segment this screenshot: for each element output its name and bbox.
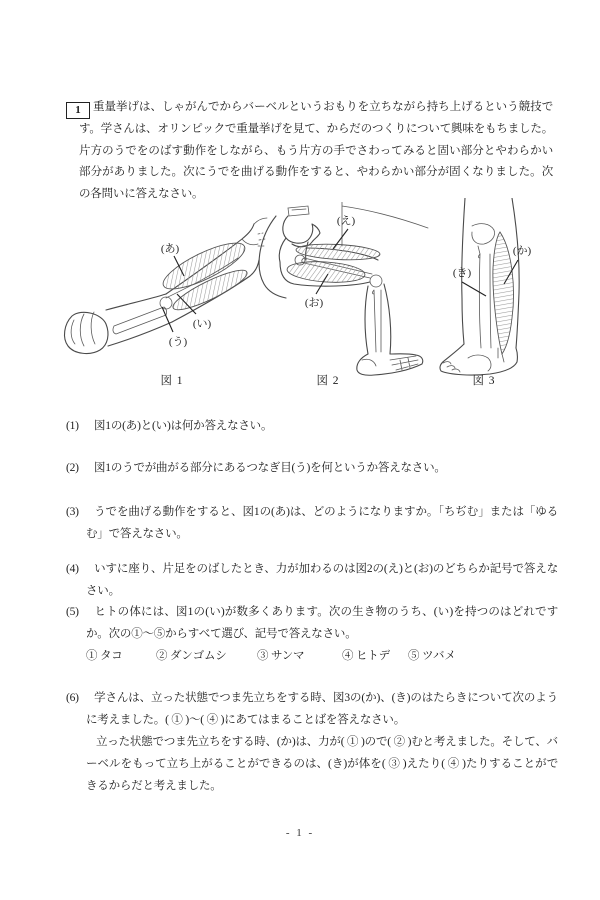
figure3-labels bbox=[453, 244, 532, 296]
question-2-text: 図1のうでが曲がる部分にあるつなぎ目(う)を何というか答えなさい。 bbox=[94, 462, 446, 474]
question-4 bbox=[66, 558, 558, 602]
option-3: ③ サンマ bbox=[257, 650, 305, 662]
question-4-text: いすに座り、片足をのばしたとき、力が加わるのは図2の(え)と(お)のどちらか記号で答えなさい。 bbox=[86, 563, 558, 597]
question-1-text: 図1の(あ)と(い)は何か答えなさい。 bbox=[94, 420, 273, 432]
problem-number-box: 1 bbox=[66, 102, 90, 119]
label-e-text: (え) bbox=[336, 215, 356, 227]
lower-leg-drawing bbox=[440, 198, 519, 375]
figure1-arm-illustration bbox=[62, 206, 268, 374]
seated-figure-drawing bbox=[259, 202, 428, 375]
problem-intro-text: 重量挙げは、しゃがんでからバーベルというおもりを立ちながら持ち上げるという競技です。学さんは、オリンピックで重量挙げを見て、からだのつくりについて興味をもちました。片方のうでをのばす動作をしながら、もう片方の手でさわってみると固い部分とやわらかい部分がありました。次にうでを曲げる動作をすると、やわらかい部分が固くなりました。次の各問いに答えなさい。 bbox=[79, 101, 553, 201]
question-3-number: (3) bbox=[66, 506, 79, 518]
label-o-text: (お) bbox=[304, 297, 324, 309]
figure1-caption: 図 1 bbox=[160, 375, 184, 387]
question-6-text: 学さんは、立った状態でつま先立ちをする時、図3の(か)、(き)のはたらきについて次のように考えました。( ① )〜( ④ )にあてはまることばを答えなさい。 bbox=[86, 692, 558, 726]
arm-drawing bbox=[65, 218, 267, 353]
question-2 bbox=[66, 457, 558, 479]
question-3-text: うでを曲げる動作をすると、図1の(あ)は、どのようになりますか。「ちぢむ」または「ゆるむ」で答えなさい。 bbox=[86, 506, 558, 540]
option-2: ② ダンゴムシ bbox=[156, 650, 227, 662]
question-4-number: (4) bbox=[66, 563, 79, 575]
label-a-text: (あ) bbox=[160, 243, 180, 255]
label-u-text: (う) bbox=[168, 336, 188, 348]
figure3-lower-leg-illustration bbox=[438, 198, 550, 380]
question-5-number: (5) bbox=[66, 606, 79, 618]
question-6-number: (6) bbox=[66, 692, 79, 704]
question-5-text: ヒトの体には、図1の(い)が数多くあります。次の生き物のうち、(い)を持つのはどれですか。次の①〜⑤からすべて選び、記号で答えなさい。 bbox=[86, 606, 558, 640]
label-ki-leader bbox=[462, 282, 486, 296]
label-i-text: (い) bbox=[192, 318, 212, 330]
question-5 bbox=[66, 601, 558, 667]
question-6 bbox=[66, 687, 558, 797]
label-ka-text: (か) bbox=[512, 245, 532, 257]
question-3 bbox=[66, 501, 558, 545]
page-number: - 1 - bbox=[285, 827, 315, 839]
question-1 bbox=[66, 415, 558, 437]
question-5-options bbox=[66, 645, 558, 667]
label-u-leader bbox=[162, 307, 173, 332]
option-5: ⑤ ツバメ bbox=[408, 650, 456, 662]
option-4: ④ ヒトデ bbox=[342, 650, 390, 662]
label-ki-text: (き) bbox=[452, 267, 472, 279]
question-6-passage: 立った状態でつま先立ちをする時、(か)は、力が( ① )ので( ② )むと考えました。そして、バーベルをもって立ち上がることができるのは、(き)が体を( ③ )えたり( ④ )たりすることができるからだと考えました。 bbox=[86, 736, 558, 792]
question-2-number: (2) bbox=[66, 462, 79, 474]
option-1: ① タコ bbox=[86, 650, 123, 662]
figure2-seated-leg-illustration bbox=[250, 202, 430, 378]
question-1-number: (1) bbox=[66, 420, 79, 432]
figure2-caption: 図 2 bbox=[316, 375, 340, 387]
figure3-caption: 図 3 bbox=[472, 375, 496, 387]
